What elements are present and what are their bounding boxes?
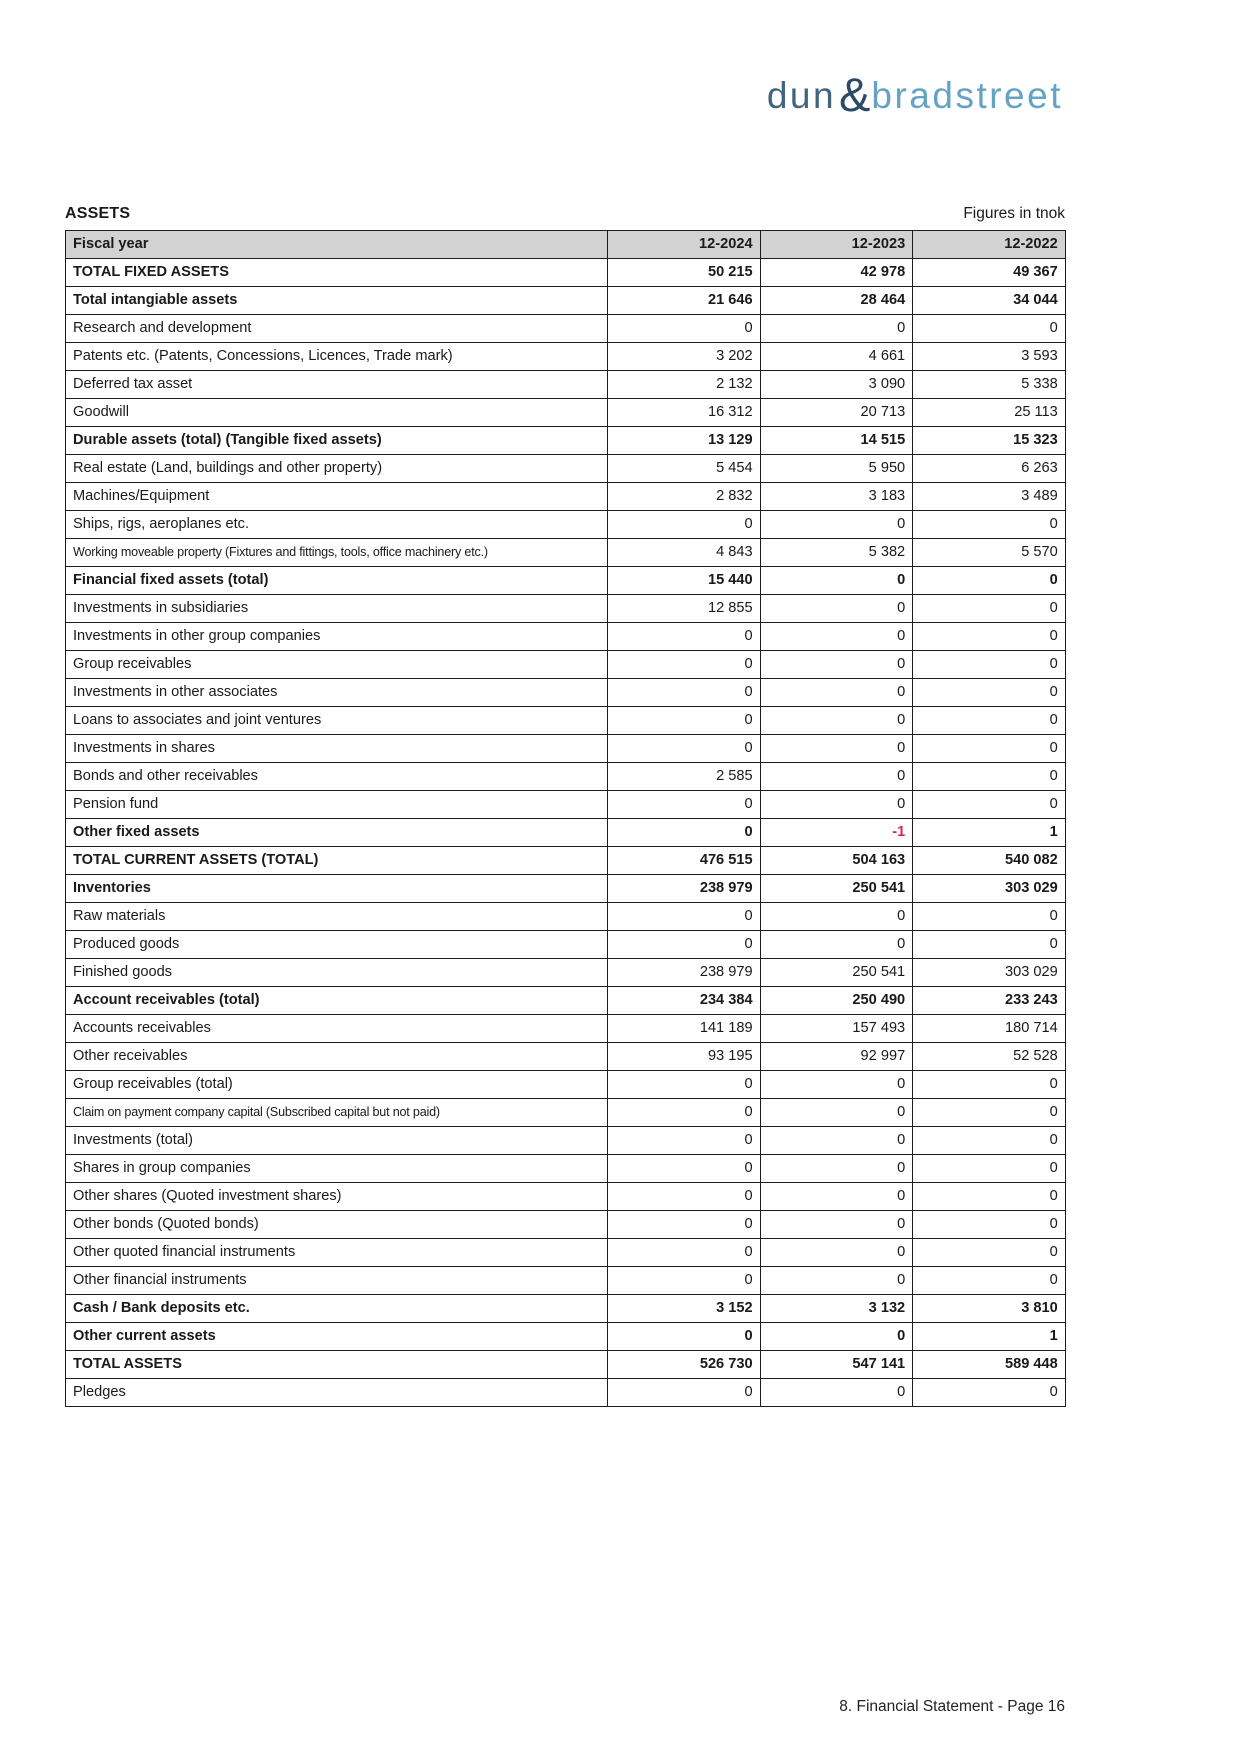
row-value: 0 [608,903,761,931]
row-value: 0 [913,1099,1066,1127]
table-row [66,455,1066,483]
dun-bradstreet-logo [766,68,1063,121]
row-value: 0 [913,1155,1066,1183]
row-value: 28 464 [760,287,913,315]
row-label: Cash / Bank deposits etc. [66,1295,608,1323]
table-header-row [66,231,1066,259]
row-value: 234 384 [608,987,761,1015]
row-value: 0 [760,1099,913,1127]
row-value: 92 997 [760,1043,913,1071]
table-row [66,623,1066,651]
row-value: 0 [760,1183,913,1211]
row-value: 0 [608,1099,761,1127]
row-value: 0 [608,1127,761,1155]
table-row [66,1043,1066,1071]
row-label: Research and development [66,315,608,343]
row-value: 0 [608,819,761,847]
table-row [66,511,1066,539]
row-value: 0 [608,1211,761,1239]
row-label: TOTAL ASSETS [66,1351,608,1379]
row-value: 141 189 [608,1015,761,1043]
row-label: TOTAL CURRENT ASSETS (TOTAL) [66,847,608,875]
row-label: Claim on payment company capital (Subscribed capital but not paid) [66,1099,608,1127]
row-label: Investments in other group companies [66,623,608,651]
table-row [66,1015,1066,1043]
table-row [66,595,1066,623]
row-value: 0 [760,315,913,343]
row-value: 4 661 [760,343,913,371]
row-value: 15 323 [913,427,1066,455]
row-value: 0 [608,1267,761,1295]
row-value: 1 [913,819,1066,847]
row-value: 0 [760,1155,913,1183]
table-row [66,987,1066,1015]
row-value: 250 541 [760,959,913,987]
row-label: Deferred tax asset [66,371,608,399]
row-value: 14 515 [760,427,913,455]
table-row [66,371,1066,399]
row-value: 5 382 [760,539,913,567]
row-label: Pledges [66,1379,608,1407]
row-value: 157 493 [760,1015,913,1043]
row-value: 0 [913,1183,1066,1211]
row-value: 12 855 [608,595,761,623]
table-row [66,1211,1066,1239]
table-row [66,1127,1066,1155]
logo-word-dun: dun [766,75,837,116]
table-row [66,315,1066,343]
row-value: 0 [608,315,761,343]
row-value: 20 713 [760,399,913,427]
row-value: -1 [760,819,913,847]
table-row [66,399,1066,427]
row-value: 4 843 [608,539,761,567]
assets-table [65,230,1066,1407]
logo-ampersand-icon: & [839,68,871,121]
row-value: 303 029 [913,875,1066,903]
row-value: 25 113 [913,399,1066,427]
table-row [66,287,1066,315]
logo-word-bradstreet: bradstreet [871,75,1063,116]
row-value: 0 [608,1239,761,1267]
row-label: Other bonds (Quoted bonds) [66,1211,608,1239]
row-value: 2 585 [608,763,761,791]
table-row [66,903,1066,931]
row-value: 0 [913,567,1066,595]
row-value: 0 [760,567,913,595]
table-row [66,1099,1066,1127]
row-value: 547 141 [760,1351,913,1379]
row-value: 2 132 [608,371,761,399]
row-value: 504 163 [760,847,913,875]
row-value: 5 570 [913,539,1066,567]
row-value: 526 730 [608,1351,761,1379]
row-value: 0 [760,1127,913,1155]
table-row [66,539,1066,567]
row-value: 0 [608,511,761,539]
row-value: 0 [760,931,913,959]
row-value: 0 [913,1379,1066,1407]
row-label: Bonds and other receivables [66,763,608,791]
row-value: 540 082 [913,847,1066,875]
row-value: 42 978 [760,259,913,287]
row-value: 250 490 [760,987,913,1015]
table-row [66,1323,1066,1351]
figures-unit-note: Figures in tnok [963,205,1065,222]
row-value: 180 714 [913,1015,1066,1043]
row-value: 0 [608,623,761,651]
row-label: Total intangiable assets [66,287,608,315]
row-value: 0 [760,595,913,623]
row-label: Goodwill [66,399,608,427]
row-value: 476 515 [608,847,761,875]
row-label: Inventories [66,875,608,903]
row-value: 238 979 [608,959,761,987]
row-value: 34 044 [913,287,1066,315]
row-label: Group receivables (total) [66,1071,608,1099]
row-value: 0 [608,791,761,819]
row-label: Shares in group companies [66,1155,608,1183]
row-value: 0 [913,903,1066,931]
row-value: 0 [760,1211,913,1239]
row-value: 238 979 [608,875,761,903]
row-label: Investments in other associates [66,679,608,707]
row-label: Investments in subsidiaries [66,595,608,623]
row-value: 250 541 [760,875,913,903]
row-value: 0 [913,707,1066,735]
table-row [66,959,1066,987]
row-value: 0 [760,903,913,931]
row-value: 2 832 [608,483,761,511]
row-label: Financial fixed assets (total) [66,567,608,595]
row-value: 0 [760,1323,913,1351]
row-value: 0 [760,1071,913,1099]
row-label: Durable assets (total) (Tangible fixed assets) [66,427,608,455]
table-row [66,1267,1066,1295]
row-value: 303 029 [913,959,1066,987]
row-value: 3 489 [913,483,1066,511]
row-value: 0 [760,623,913,651]
row-value: 233 243 [913,987,1066,1015]
row-label: Raw materials [66,903,608,931]
row-value: 0 [608,1071,761,1099]
row-value: 0 [760,511,913,539]
table-row [66,931,1066,959]
table-row [66,567,1066,595]
row-label: Other current assets [66,1323,608,1351]
table-row [66,763,1066,791]
column-header-12-2024: 12-2024 [608,231,761,259]
table-row [66,791,1066,819]
row-value: 3 810 [913,1295,1066,1323]
row-value: 0 [760,651,913,679]
row-value: 0 [760,679,913,707]
row-value: 5 950 [760,455,913,483]
table-row [66,1351,1066,1379]
row-value: 0 [913,931,1066,959]
row-value: 0 [608,1183,761,1211]
row-value: 50 215 [608,259,761,287]
table-row [66,679,1066,707]
row-value: 6 263 [913,455,1066,483]
row-value: 0 [913,651,1066,679]
row-label: Loans to associates and joint ventures [66,707,608,735]
row-value: 0 [760,707,913,735]
table-row [66,735,1066,763]
row-label: Other shares (Quoted investment shares) [66,1183,608,1211]
row-label: TOTAL FIXED ASSETS [66,259,608,287]
row-value: 0 [760,1379,913,1407]
table-row [66,1295,1066,1323]
row-value: 5 454 [608,455,761,483]
row-label: Pension fund [66,791,608,819]
row-value: 0 [913,511,1066,539]
row-value: 13 129 [608,427,761,455]
row-value: 0 [608,735,761,763]
column-header-fiscal-year: Fiscal year [66,231,608,259]
row-label: Investments in shares [66,735,608,763]
row-value: 52 528 [913,1043,1066,1071]
row-value: 0 [913,1267,1066,1295]
table-row [66,707,1066,735]
row-label: Working moveable property (Fixtures and fittings, tools, office machinery etc.) [66,539,608,567]
column-header-12-2023: 12-2023 [760,231,913,259]
page-footer: 8. Financial Statement - Page 16 [839,1698,1065,1715]
row-label: Other receivables [66,1043,608,1071]
table-row [66,1183,1066,1211]
row-value: 93 195 [608,1043,761,1071]
table-row [66,259,1066,287]
row-value: 0 [608,1155,761,1183]
table-row [66,651,1066,679]
row-value: 5 338 [913,371,1066,399]
row-value: 0 [913,1239,1066,1267]
row-label: Machines/Equipment [66,483,608,511]
column-header-12-2022: 12-2022 [913,231,1066,259]
table-row [66,427,1066,455]
row-value: 0 [913,791,1066,819]
table-row [66,1071,1066,1099]
row-label: Ships, rigs, aeroplanes etc. [66,511,608,539]
row-value: 0 [608,1379,761,1407]
row-value: 0 [913,735,1066,763]
row-value: 0 [760,791,913,819]
row-value: 3 593 [913,343,1066,371]
row-value: 3 202 [608,343,761,371]
row-value: 21 646 [608,287,761,315]
row-value: 1 [913,1323,1066,1351]
row-label: Other quoted financial instruments [66,1239,608,1267]
row-value: 15 440 [608,567,761,595]
row-label: Real estate (Land, buildings and other property) [66,455,608,483]
row-value: 0 [608,1323,761,1351]
row-value: 3 090 [760,371,913,399]
row-value: 0 [760,1267,913,1295]
row-value: 0 [913,315,1066,343]
row-value: 0 [913,1071,1066,1099]
row-value: 3 132 [760,1295,913,1323]
row-label: Finished goods [66,959,608,987]
row-value: 3 152 [608,1295,761,1323]
table-row [66,875,1066,903]
row-value: 3 183 [760,483,913,511]
row-value: 49 367 [913,259,1066,287]
table-row [66,819,1066,847]
row-label: Accounts receivables [66,1015,608,1043]
row-value: 0 [913,1211,1066,1239]
table-row [66,847,1066,875]
row-value: 0 [760,1239,913,1267]
row-value: 0 [608,679,761,707]
row-value: 0 [913,595,1066,623]
table-row [66,483,1066,511]
row-value: 589 448 [913,1351,1066,1379]
row-label: Produced goods [66,931,608,959]
table-row [66,343,1066,371]
table-row [66,1155,1066,1183]
row-label: Other financial instruments [66,1267,608,1295]
assets-title: ASSETS [65,205,131,222]
row-value: 0 [913,679,1066,707]
row-label: Group receivables [66,651,608,679]
row-value: 0 [760,735,913,763]
row-value: 16 312 [608,399,761,427]
row-value: 0 [608,931,761,959]
row-label: Investments (total) [66,1127,608,1155]
row-value: 0 [608,707,761,735]
row-value: 0 [913,763,1066,791]
table-row [66,1239,1066,1267]
table-title-line [65,205,1065,223]
row-value: 0 [608,651,761,679]
table-row [66,1379,1066,1407]
row-label: Patents etc. (Patents, Concessions, Licences, Trade mark) [66,343,608,371]
row-label: Account receivables (total) [66,987,608,1015]
row-value: 0 [913,1127,1066,1155]
row-value: 0 [913,623,1066,651]
row-label: Other fixed assets [66,819,608,847]
row-value: 0 [760,763,913,791]
